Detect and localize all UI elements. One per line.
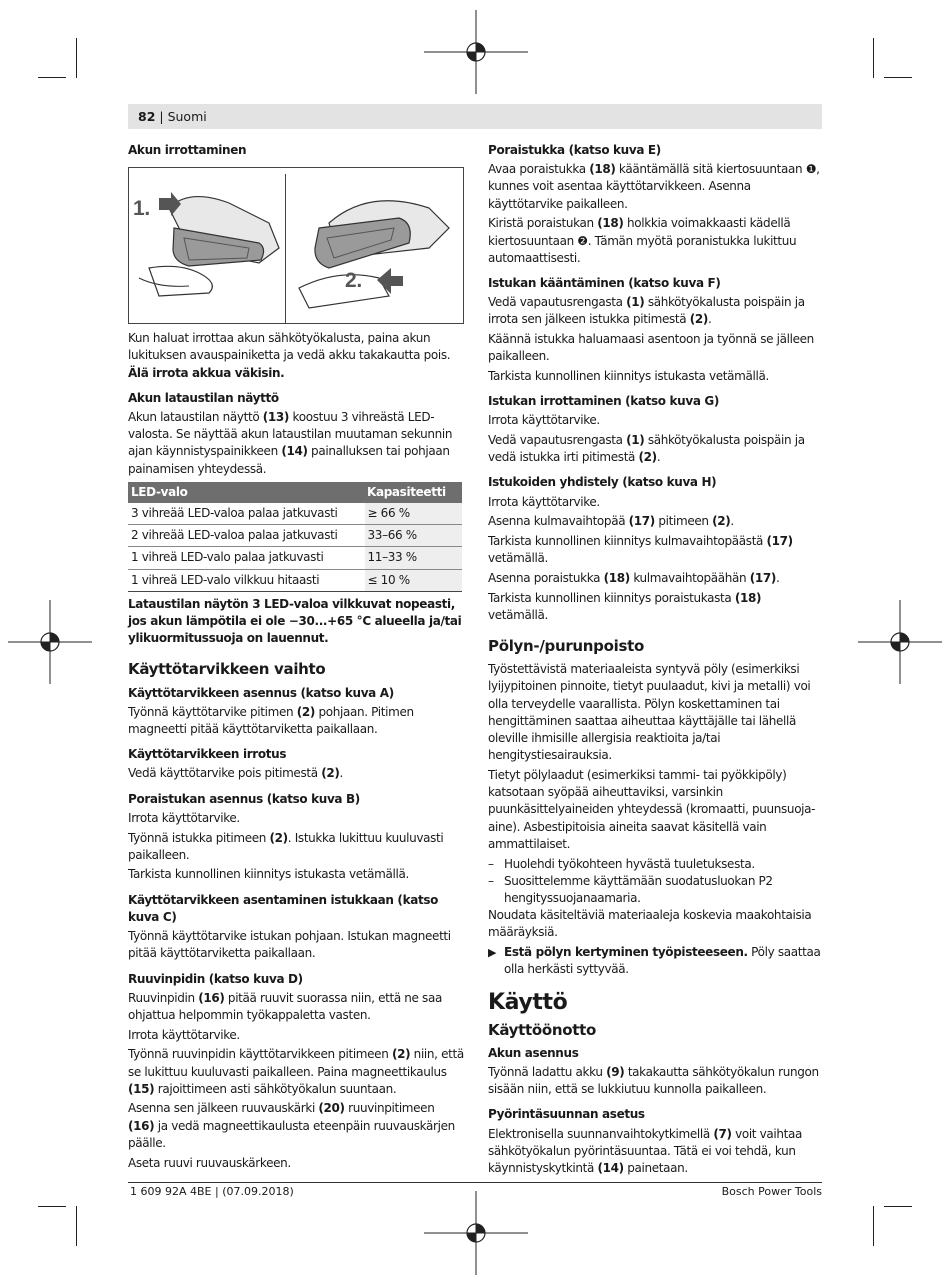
table-cell: 1 vihreä LED-valo palaa jatkuvasti [128, 547, 364, 569]
footer-document-id: 1 609 92A 4BE | (07.09.2018) [130, 1185, 294, 1198]
list-item [488, 856, 822, 873]
crop-mark [38, 1206, 66, 1207]
irrottaminen-p2 [488, 432, 822, 466]
table-cell: 11–33 % [364, 547, 462, 569]
warning-item-text [504, 944, 822, 978]
crop-mark [76, 38, 77, 78]
right-column [488, 140, 822, 1180]
text-run: Työnnä ladattu akku [488, 1065, 607, 1080]
yhdistely-p3 [488, 533, 822, 567]
text-run: Työnnä käyttötarvike pitimen [128, 704, 297, 719]
text-run: painetaan. [623, 1161, 688, 1176]
text-run: Tarkista kunnollinen kiinnitys kulmavaihtopäästä [488, 534, 767, 549]
ruuvinpidin-p4 [128, 1100, 464, 1152]
heading-asennus: Käyttötarvikkeen asennus (katso kuva A) [128, 685, 394, 700]
ref-number: (16) [128, 1118, 155, 1133]
table-cell: ≥ 66 % [364, 503, 462, 525]
ref-number: (9) [606, 1065, 625, 1080]
heading-istukan-irrottaminen: Istukan irrottaminen (katso kuva G) [488, 394, 720, 409]
registration-mark-top [424, 10, 528, 94]
arrow-bullet-icon: ▶ [488, 946, 497, 960]
heading-istukkaan: Käyttötarvikkeen asentaminen istukkaan (katso kuva C) [128, 892, 439, 924]
text-run: koostuu 3 vihreästä LED-valosta. Se näyttää akun lataustilan muutaman sekunnin ajan käynnistyspainikkeen [128, 410, 453, 459]
text-run: vetämällä. [488, 551, 548, 566]
heading-pyorintasuunta: Pyörintäsuunnan asetus [488, 1107, 645, 1122]
text-run: Kun haluat irrottaa akun sähkötyökalusta, paina akun lukituksen avauspainiketta ja vedä akku takakautta pois. [128, 331, 451, 363]
irrotus-text [128, 765, 464, 782]
kaantaminen-p2: Käännä istukka haluamaasi asentoon ja työnnä se jälleen paikalleen. [488, 332, 814, 364]
heading-akun-irrottaminen: Akun irrottaminen [128, 143, 247, 157]
ruuvinpidin-p1 [128, 990, 464, 1024]
asennus-text [128, 704, 464, 738]
table-cell: 1 vihreä LED-valo vilkkuu hitaasti [128, 569, 364, 591]
table-note: Lataustilan näytön 3 LED-valoa vilkkuvat nopeasti, jos akun lämpötila ei ole −30...+65 °C alueella ja/tai ylikuormitussuoja on lauennut. [128, 596, 462, 646]
ref-number: (2) [712, 514, 731, 529]
text-run: Ruuvinpidin [128, 990, 199, 1005]
lataustilan-naytto-text [128, 409, 464, 478]
heading-poraistukka: Poraistukka (katso kuva E) [488, 143, 661, 157]
battery-removal-illustration [129, 168, 463, 323]
text-run: holkkia voimakkaasti kädellä kiertosuuntaan ❷. Tämän myötä poranistukka lukittuu automaattisesti. [488, 216, 797, 265]
table-cell: 2 vihreää LED-valoa palaa jatkuvasti [128, 525, 364, 547]
text-run: Työnnä istukka pitimeen [128, 830, 270, 845]
ref-number: (17) [749, 570, 777, 585]
akun-irrottaminen-text [128, 330, 464, 382]
istukkaan-text: Työnnä käyttötarvike istukan pohjaan. Istukan magneetti pitää käyttötarviketta paikallaan. [128, 929, 451, 961]
ref-number: (2) [689, 312, 708, 327]
table-row [128, 525, 462, 547]
ref-number: (18) [589, 162, 616, 177]
polyn-p1: Työstettävistä materiaaleista syntyvä pöly (esimerkiksi lyijypitoinen pinnoite, tietyt puulaadut, kivi ja metalli) voi olla terveydelle vaarallista. Pölyn koskettaminen tai hengittäminen saattaa aiheuttaa käyttäjälle tai lähellä oleville ihmisille allergisia reaktioita ja/tai hengitystiesairauksia. [488, 662, 811, 763]
text-run: vetämällä. [488, 607, 548, 622]
text-run: . [776, 570, 780, 585]
text-run: . [656, 450, 661, 465]
list-item-text: Huolehdi työkohteen hyvästä tuuletuksesta. [504, 856, 755, 871]
table-row [128, 547, 462, 569]
left-column [128, 140, 464, 1174]
footer-brand: Bosch Power Tools [721, 1185, 822, 1198]
poraistukan-asennus-p1: Irrota käyttötarvike. [128, 810, 240, 825]
page-number: 82 [138, 109, 156, 124]
footer-divider [128, 1182, 822, 1183]
text-run: Avaa poraistukka [488, 162, 590, 177]
led-capacity-table [128, 482, 462, 592]
heading-istukoiden-yhdistely: Istukoiden yhdistely (katso kuva H) [488, 475, 717, 490]
crop-mark [873, 38, 874, 78]
registration-mark-right [858, 600, 942, 684]
table-row [128, 503, 462, 525]
table-cell: ≤ 10 % [364, 569, 462, 591]
list-item-text: Suosittelemme käyttämään suodatusluokan P2 hengityssuojanaamaria. [504, 873, 773, 905]
text-run: niin, että se lukittuu kuuluvasti paikalleen. Paina magneettikaulus [128, 1047, 464, 1079]
ref-number: (2) [638, 450, 657, 465]
text-run: kulmavaihtopäähän [629, 570, 750, 585]
ref-number: (15) [128, 1081, 155, 1096]
figure-step-2-label: 2. [345, 269, 362, 293]
text-run: . Istukka lukittuu kuuluvasti paikalleen. [128, 830, 444, 862]
ref-number: (16) [198, 990, 225, 1005]
warning-text: Estä pölyn kertyminen työpisteeseen. [504, 945, 748, 960]
text-run: Kiristä poraistukan [488, 216, 598, 231]
crop-mark [884, 1206, 912, 1207]
text-run: painalluksen tai pohjaan painamisen yhteydessä. [128, 444, 450, 476]
text-run: sähkötyökalusta poispäin ja vedä istukka irti pitimestä [488, 433, 805, 465]
text-run: Vedä käyttötarvike pois pitimestä [128, 766, 322, 781]
heading-ruuvinpidin: Ruuvinpidin (katso kuva D) [128, 971, 303, 986]
ref-number: (2) [296, 704, 315, 719]
poraistukan-asennus-p3: Tarkista kunnollinen kiinnitys istukasta vetämällä. [128, 867, 409, 882]
text-run: . [708, 312, 712, 327]
ref-number: (14) [597, 1161, 624, 1176]
table-header-capacity: Kapasiteetti [364, 482, 462, 503]
ref-number: (2) [391, 1047, 411, 1062]
text-run: Asenna sen jälkeen ruuvauskärki [128, 1101, 319, 1116]
ref-number: (1) [626, 295, 645, 310]
heading-istukan-kaantaminen: Istukan kääntäminen (katso kuva F) [488, 275, 721, 290]
dash-marker: – [488, 873, 494, 888]
crop-mark [76, 1206, 77, 1246]
kaantaminen-p1 [488, 294, 822, 328]
ref-number: (7) [713, 1126, 732, 1141]
crop-mark [884, 77, 912, 78]
text-run: Asenna poraistukka [488, 570, 604, 585]
heading-irrotus: Käyttötarvikkeen irrotus [128, 747, 287, 762]
figure-step-1-label: 1. [133, 197, 150, 221]
battery-removal-figure [128, 167, 464, 324]
poraistukka-p1 [488, 161, 822, 213]
text-run: . [730, 514, 734, 529]
page-header [128, 104, 822, 129]
heading-polyn-purunpoisto: Pölyn-/purunpoisto [488, 637, 644, 656]
ruuvinpidin-p3 [128, 1046, 464, 1098]
text-run: Asenna kulmavaihtopää [488, 514, 629, 529]
text-run: pohjaan. Pitimen magneetti pitää käyttötarviketta paikallaan. [128, 704, 414, 737]
crop-mark [873, 1206, 874, 1246]
polyn-p2: Tietyt pölylaadut (esimerkiksi tammi- tai pyökkipöly) katsotaan syöpää aiheuttaviksi, varsinkin puunkäsittelyaineiden yhteydessä (kromaatti, puunsuoja-aine). Asbestipitoisia aineita saavat käsitellä vain ammattilaiset. [488, 768, 816, 851]
akun-asennus-text [488, 1064, 822, 1098]
ruuvinpidin-p5: Aseta ruuvi ruuvauskärkeen. [128, 1155, 291, 1170]
ref-number: (13) [262, 410, 290, 425]
ref-number: (18) [603, 570, 630, 585]
yhdistely-p1: Irrota käyttötarvike. [488, 494, 600, 509]
heading-kayttoonotto: Käyttöönotto [488, 1020, 597, 1039]
page-header-text: 82 | Suomi [138, 109, 207, 124]
ref-number: (1) [626, 433, 645, 448]
text-run: Akun lataustilan näyttö [128, 410, 263, 425]
poraistukka-p2 [488, 215, 822, 267]
ref-number: (2) [321, 766, 340, 781]
heading-kaytto: Käyttö [488, 990, 568, 1016]
ruuvinpidin-p2: Irrota käyttötarvike. [128, 1027, 240, 1042]
text-run: ruuvinpitimeen [344, 1101, 435, 1116]
text-run: Pöly saattaa olla herkästi syttyvää. [504, 945, 821, 977]
text-run: kääntämällä sitä kiertosuuntaan ❶, kunnes voit asentaa käyttötarvikkeen. Asenna käyttötarvike paikalleen. [488, 162, 820, 211]
text-run: Vedä vapautusrengasta [488, 295, 627, 310]
ref-number: (14) [281, 444, 308, 459]
text-run: pitää ruuvit suorassa niin, että ne saa ohjattua helpommin työkappaletta vasten. [128, 990, 442, 1022]
text-run: sähkötyökalusta poispäin ja irrota sen jälkeen istukka pitimestä [488, 295, 805, 327]
heading-kayttotarvikkeen-vaihto: Käyttötarvikkeen vaihto [128, 660, 326, 679]
yhdistely-p5 [488, 590, 822, 624]
ref-number: (2) [269, 830, 288, 845]
table-cell: 33–66 % [364, 525, 462, 547]
warning-text: Älä irrota akkua väkisin. [128, 365, 285, 380]
text-run: voit vaihtaa sähkötyökalun pyörintäsuuntaa. Tätä ei voi tehdä, kun käynnistyskytkintä [488, 1126, 802, 1176]
header-language: Suomi [167, 109, 207, 124]
heading-lataustilan-naytto: Akun lataustilan näyttö [128, 390, 279, 405]
text-run: rajoittimeen asti sähkötyökalun suuntaan. [154, 1081, 397, 1096]
text-run: pitimeen [654, 514, 713, 529]
ref-number: (18) [734, 590, 762, 605]
figure-divider [285, 174, 286, 323]
text-run: Tarkista kunnollinen kiinnitys poraistukasta [488, 590, 735, 605]
text-run: . [339, 766, 343, 781]
dash-marker: – [488, 856, 494, 871]
crop-mark [38, 77, 66, 78]
registration-mark-left [8, 600, 92, 684]
pyorintasuunta-text [488, 1126, 822, 1178]
heading-poraistukan-asennus: Poraistukan asennus (katso kuva B) [128, 791, 360, 806]
ref-number: (20) [318, 1101, 345, 1116]
text-run: Elektronisella suunnanvaihtokytkimellä [488, 1126, 714, 1141]
ref-number: (17) [628, 514, 655, 529]
polyn-p3: Noudata käsiteltäviä materiaaleja koskevia maakohtaisia määräyksiä. [488, 908, 812, 940]
yhdistely-p2 [488, 513, 822, 530]
text-run: Työnnä ruuvinpidin käyttötarvikkeen pitimeen [128, 1047, 392, 1062]
irrottaminen-p1: Irrota käyttötarvike. [488, 413, 600, 428]
table-cell: 3 vihreää LED-valoa palaa jatkuvasti [128, 503, 364, 525]
ref-number: (17) [766, 534, 793, 549]
text-run: takakautta sähkötyökalun rungon sisään niin, että se lukkiutuu kunnolla paikalleen. [488, 1065, 819, 1097]
heading-akun-asennus: Akun asennus [488, 1045, 579, 1060]
warning-item [488, 944, 822, 978]
table-row [128, 569, 462, 591]
text-run: Vedä vapautusrengasta [488, 433, 627, 448]
table-header-led: LED-valo [128, 482, 364, 503]
poraistukan-asennus-p2 [128, 830, 464, 864]
ref-number: (18) [597, 216, 624, 231]
kaantaminen-p3: Tarkista kunnollinen kiinnitys istukasta vetämällä. [488, 368, 769, 383]
registration-mark-bottom [424, 1191, 528, 1275]
yhdistely-p4 [488, 570, 822, 587]
list-item [488, 873, 822, 907]
text-run: ja vedä magneettikaulusta eteenpäin ruuvauskärjen päälle. [128, 1118, 455, 1150]
